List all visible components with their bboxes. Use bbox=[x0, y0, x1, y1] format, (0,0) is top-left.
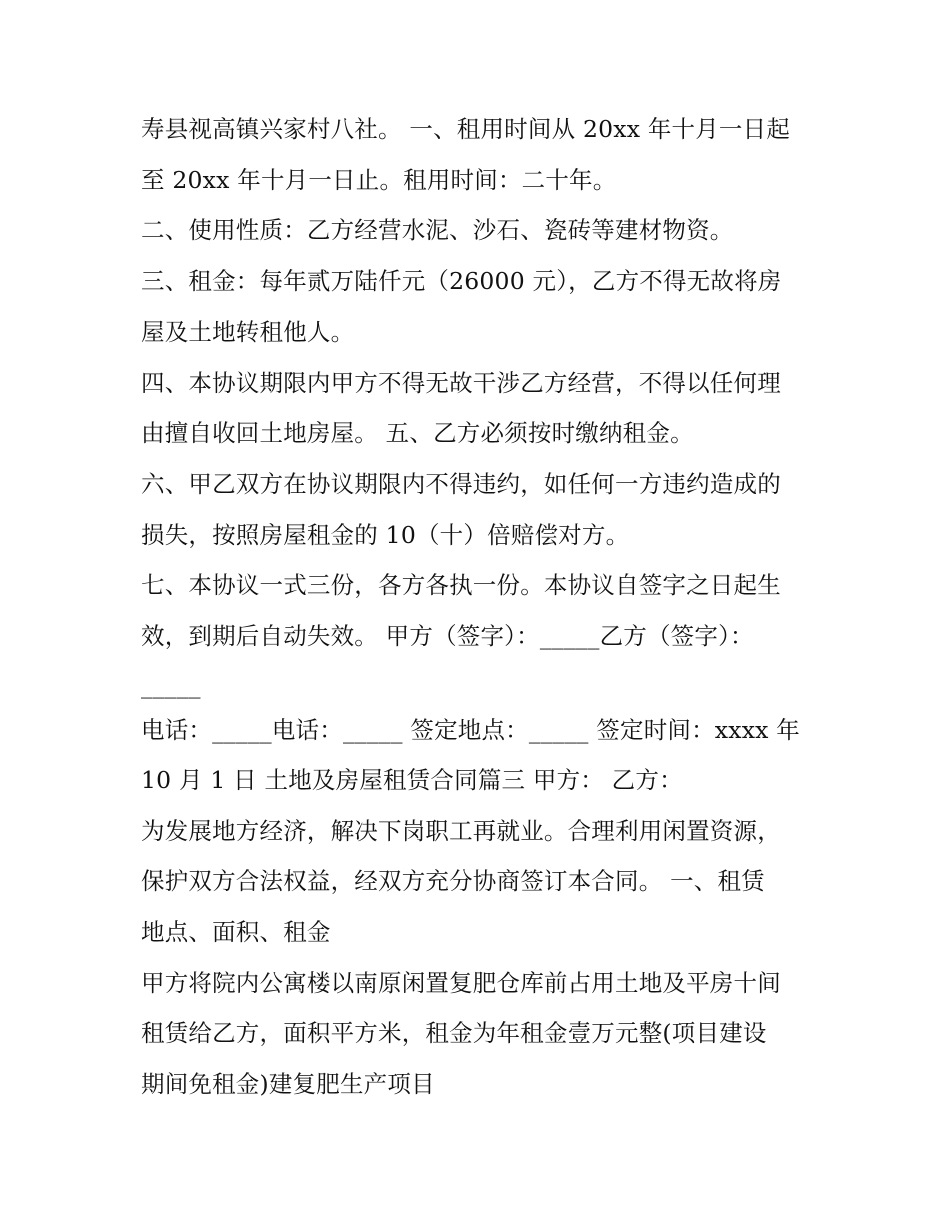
text-line: 10 月 1 日 土地及房屋租赁合同篇三 甲方： 乙方： bbox=[141, 766, 683, 794]
text-line: 七、本协议一式三份，各方各执一份。本协议自签字之日起生 bbox=[141, 571, 781, 599]
text-line: 期间免租金)建复肥生产项目 bbox=[141, 1070, 435, 1098]
text-line: 租赁给乙方，面积平方米，租金为年租金壹万元整(项目建设 bbox=[141, 1019, 767, 1047]
text-line: 三、租金：每年贰万陆仟元（26000 元），乙方不得无故将房 bbox=[141, 267, 782, 295]
text-line: 六、甲乙双方在协议期限内不得违约，如任何一方违约造成的 bbox=[141, 470, 781, 498]
text-line: 至 20xx 年十月一日止。租用时间：二十年。 bbox=[141, 166, 617, 194]
text-line: 地点、面积、租金 bbox=[141, 918, 331, 946]
text-line: 由擅自收回土地房屋。 五、乙方必须按时缴纳租金。 bbox=[141, 419, 694, 447]
text-line: 二、使用性质：乙方经营水泥、沙石、瓷砖等建材物资。 bbox=[141, 216, 734, 244]
signature-blank: _____ bbox=[141, 671, 201, 699]
text-line: 屋及土地转租他人。 bbox=[141, 318, 355, 346]
text-line: 损失，按照房屋租金的 10（十）倍赔偿对方。 bbox=[141, 521, 630, 549]
text-line: 寿县视高镇兴家村八社。 一、租用时间从 20xx 年十月一日起 bbox=[141, 115, 791, 143]
text-line: 保护双方合法权益，经双方充分协商签订本合同。 一、租赁 bbox=[141, 867, 765, 895]
text-line: 四、本协议期限内甲方不得无故干涉乙方经营，不得以任何理 bbox=[141, 369, 781, 397]
text-line: 甲方将院内公寓楼以南原闲置复肥仓库前占用土地及平房十间 bbox=[141, 969, 781, 997]
text-line: 电话：_____电话：_____ 签定地点：_____ 签定时间：xxxx 年 bbox=[141, 716, 800, 744]
text-line: 效，到期后自动失效。 甲方（签字）：_____乙方（签字）： bbox=[141, 622, 754, 650]
text-line: 为发展地方经济，解决下岗职工再就业。合理利用闲置资源， bbox=[141, 817, 781, 845]
